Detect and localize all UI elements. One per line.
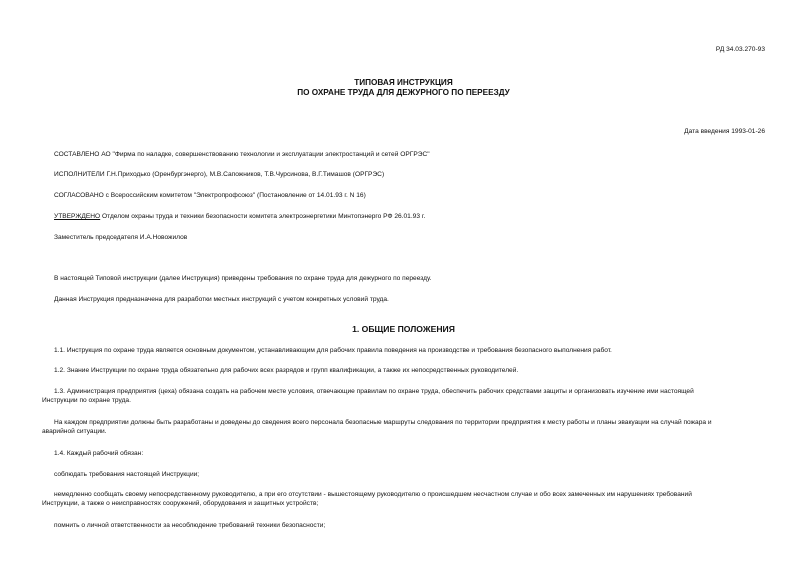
agreed-with: СОГЛАСОВАНО с Всероссийским комитетом "Электропрофсоюз" (Постановление от 14.01.93 г. N 16) <box>54 192 366 199</box>
paragraph-1-3b-line2: аварийной ситуации. <box>42 428 107 435</box>
deputy-chairman: Заместитель председателя И.А.Новожилов <box>54 234 188 241</box>
intro-date: Дата введения 1993-01-26 <box>684 128 765 135</box>
paragraph-1-4-b-line1: немедленно сообщать своему непосредственному руководителю, а при его отсутствии - вышестоящему руководителю о происшедшем несчастном случае и обо всех замеченных им нарушениях требований <box>54 491 692 498</box>
document-title-line1: ТИПОВАЯ ИНСТРУКЦИЯ <box>354 78 453 87</box>
paragraph-1-1: 1.1. Инструкция по охране труда является основным документом, устанавливающим для рабочих правила поведения на производстве и требования безопасного выполнения работ. <box>54 347 612 354</box>
paragraph-1-4-b-line2: Инструкции, а также о неисправностях сооружений, оборудования и защитных устройств; <box>42 500 319 507</box>
paragraph-1-3b-line1: На каждом предприятии должны быть разработаны и доведены до сведения всего персонала безопасные маршруты следования по территории предприятия к месту работы и планы эвакуации на случай пожара и <box>54 419 712 426</box>
paragraph-1-2: 1.2. Знание Инструкции по охране труда обязательно для рабочих всех разрядов и групп квалификации, а также их непосредственных руководителей. <box>54 367 519 374</box>
compiled-by: СОСТАВЛЕНО АО "Фирма по наладке, совершенствованию технологии и эксплуатации электростанций и сетей ОРГРЭС" <box>54 151 430 158</box>
intro-paragraph-2: Данная Инструкция предназначена для разработки местных инструкций с учетом конкретных условий труда. <box>54 296 389 303</box>
paragraph-1-3-line2: Инструкции по охране труда. <box>42 397 131 404</box>
executors: ИСПОЛНИТЕЛИ Г.Н.Приходько (Оренбургэнерго), М.В.Сапожников, Т.В.Чурсинова, В.Г.Тимашов (ОРГРЭС) <box>54 171 385 178</box>
paragraph-1-4: 1.4. Каждый рабочий обязан: <box>54 450 144 457</box>
approved-text: Отделом охраны труда и техники безопасности комитета электроэнергетики Минтопэнерго РФ 26.01.93 г. <box>100 213 426 220</box>
approved-by <box>54 212 425 221</box>
intro-paragraph-1: В настоящей Типовой инструкции (далее Инструкция) приведены требования по охране труда для дежурного по переезду. <box>54 275 432 282</box>
paragraph-1-4-c: помнить о личной ответственности за несоблюдение требований техники безопасности; <box>54 522 326 529</box>
paragraph-1-4-a: соблюдать требования настоящей Инструкции; <box>54 471 200 478</box>
document-title-line2: ПО ОХРАНЕ ТРУДА ДЛЯ ДЕЖУРНОГО ПО ПЕРЕЕЗДУ <box>297 88 510 97</box>
document-code: РД 34.03.270-93 <box>715 46 765 53</box>
section-1-title: 1. ОБЩИЕ ПОЛОЖЕНИЯ <box>352 324 455 334</box>
approved-label: УТВЕРЖДЕНО <box>54 213 101 220</box>
paragraph-1-3-line1: 1.3. Администрация предприятия (цеха) обязана создать на рабочем месте условия, отвечающие правилам по охране труда, обеспечить рабочих средствами защиты и организовать изучение ими настоящей <box>54 388 694 395</box>
